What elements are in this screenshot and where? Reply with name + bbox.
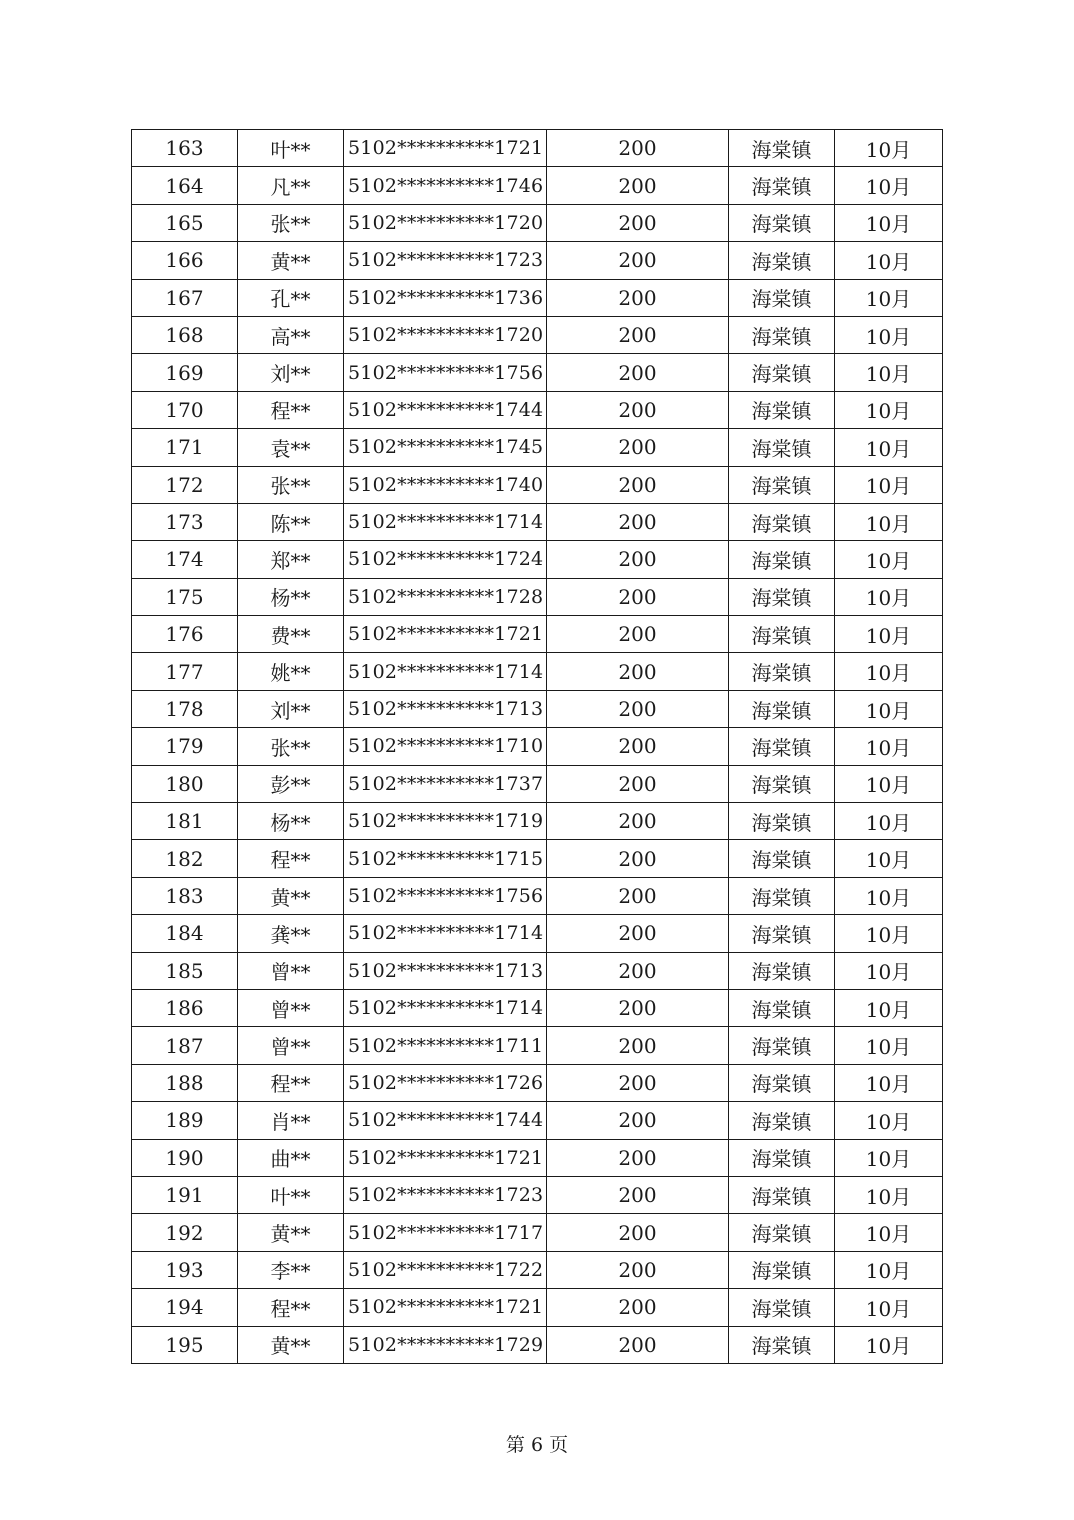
cell-serial-number: 181 bbox=[132, 803, 238, 840]
table-row bbox=[132, 765, 943, 802]
page-number: 第 6 页 bbox=[505, 1434, 569, 1456]
cell-id-number: 5102**********1721 bbox=[344, 130, 547, 167]
cell-town: 海棠镇 bbox=[729, 1214, 835, 1251]
table-row bbox=[132, 578, 943, 615]
cell-serial-number: 163 bbox=[132, 130, 238, 167]
cell-town: 海棠镇 bbox=[729, 466, 835, 503]
cell-town: 海棠镇 bbox=[729, 989, 835, 1026]
cell-name: 刘** bbox=[238, 354, 344, 391]
cell-month: 10月 bbox=[835, 915, 943, 952]
cell-town: 海棠镇 bbox=[729, 616, 835, 653]
cell-amount: 200 bbox=[547, 1176, 729, 1213]
cell-name: 曲** bbox=[238, 1139, 344, 1176]
cell-serial-number: 191 bbox=[132, 1176, 238, 1213]
cell-town: 海棠镇 bbox=[729, 279, 835, 316]
cell-amount: 200 bbox=[547, 391, 729, 428]
cell-name: 郑** bbox=[238, 541, 344, 578]
cell-month: 10月 bbox=[835, 242, 943, 279]
cell-id-number: 5102**********1717 bbox=[344, 1214, 547, 1251]
cell-town: 海棠镇 bbox=[729, 130, 835, 167]
cell-serial-number: 169 bbox=[132, 354, 238, 391]
table-row bbox=[132, 354, 943, 391]
cell-name: 曾** bbox=[238, 952, 344, 989]
cell-id-number: 5102**********1722 bbox=[344, 1251, 547, 1288]
cell-serial-number: 164 bbox=[132, 167, 238, 204]
table-row bbox=[132, 1139, 943, 1176]
table-row bbox=[132, 989, 943, 1026]
cell-serial-number: 165 bbox=[132, 204, 238, 241]
cell-name: 刘** bbox=[238, 690, 344, 727]
cell-town: 海棠镇 bbox=[729, 503, 835, 540]
cell-month: 10月 bbox=[835, 989, 943, 1026]
cell-name: 叶** bbox=[238, 130, 344, 167]
cell-amount: 200 bbox=[547, 653, 729, 690]
cell-month: 10月 bbox=[835, 653, 943, 690]
cell-id-number: 5102**********1745 bbox=[344, 429, 547, 466]
cell-month: 10月 bbox=[835, 616, 943, 653]
cell-month: 10月 bbox=[835, 1214, 943, 1251]
table-row bbox=[132, 242, 943, 279]
cell-month: 10月 bbox=[835, 765, 943, 802]
cell-amount: 200 bbox=[547, 204, 729, 241]
cell-id-number: 5102**********1756 bbox=[344, 354, 547, 391]
cell-amount: 200 bbox=[547, 242, 729, 279]
cell-month: 10月 bbox=[835, 578, 943, 615]
cell-name: 曾** bbox=[238, 989, 344, 1026]
cell-serial-number: 183 bbox=[132, 877, 238, 914]
cell-id-number: 5102**********1713 bbox=[344, 952, 547, 989]
cell-town: 海棠镇 bbox=[729, 354, 835, 391]
cell-town: 海棠镇 bbox=[729, 877, 835, 914]
cell-name: 李** bbox=[238, 1251, 344, 1288]
cell-id-number: 5102**********1715 bbox=[344, 840, 547, 877]
cell-serial-number: 175 bbox=[132, 578, 238, 615]
cell-serial-number: 184 bbox=[132, 915, 238, 952]
table-row bbox=[132, 204, 943, 241]
cell-month: 10月 bbox=[835, 1102, 943, 1139]
table-row bbox=[132, 1102, 943, 1139]
cell-name: 黄** bbox=[238, 1326, 344, 1363]
cell-id-number: 5102**********1729 bbox=[344, 1326, 547, 1363]
cell-serial-number: 176 bbox=[132, 616, 238, 653]
cell-serial-number: 182 bbox=[132, 840, 238, 877]
cell-amount: 200 bbox=[547, 616, 729, 653]
cell-id-number: 5102**********1756 bbox=[344, 877, 547, 914]
cell-town: 海棠镇 bbox=[729, 1064, 835, 1101]
table-row bbox=[132, 503, 943, 540]
cell-id-number: 5102**********1713 bbox=[344, 690, 547, 727]
cell-serial-number: 189 bbox=[132, 1102, 238, 1139]
cell-town: 海棠镇 bbox=[729, 1176, 835, 1213]
cell-id-number: 5102**********1746 bbox=[344, 167, 547, 204]
cell-name: 黄** bbox=[238, 877, 344, 914]
roster-table-body bbox=[132, 130, 943, 1364]
cell-amount: 200 bbox=[547, 803, 729, 840]
cell-month: 10月 bbox=[835, 690, 943, 727]
cell-amount: 200 bbox=[547, 877, 729, 914]
cell-amount: 200 bbox=[547, 989, 729, 1026]
cell-serial-number: 185 bbox=[132, 952, 238, 989]
table-row bbox=[132, 690, 943, 727]
cell-town: 海棠镇 bbox=[729, 803, 835, 840]
cell-amount: 200 bbox=[547, 1064, 729, 1101]
cell-town: 海棠镇 bbox=[729, 1027, 835, 1064]
cell-name: 姚** bbox=[238, 653, 344, 690]
cell-id-number: 5102**********1724 bbox=[344, 541, 547, 578]
cell-name: 孔** bbox=[238, 279, 344, 316]
table-row bbox=[132, 1214, 943, 1251]
cell-id-number: 5102**********1720 bbox=[344, 316, 547, 353]
cell-amount: 200 bbox=[547, 1139, 729, 1176]
cell-town: 海棠镇 bbox=[729, 1139, 835, 1176]
cell-town: 海棠镇 bbox=[729, 1289, 835, 1326]
cell-serial-number: 177 bbox=[132, 653, 238, 690]
roster-table bbox=[131, 129, 943, 1364]
cell-month: 10月 bbox=[835, 803, 943, 840]
cell-serial-number: 190 bbox=[132, 1139, 238, 1176]
table-row bbox=[132, 279, 943, 316]
table-row bbox=[132, 391, 943, 428]
cell-name: 张** bbox=[238, 204, 344, 241]
cell-serial-number: 172 bbox=[132, 466, 238, 503]
cell-name: 张** bbox=[238, 728, 344, 765]
cell-name: 彭** bbox=[238, 765, 344, 802]
cell-month: 10月 bbox=[835, 279, 943, 316]
cell-id-number: 5102**********1737 bbox=[344, 765, 547, 802]
cell-town: 海棠镇 bbox=[729, 840, 835, 877]
table-row bbox=[132, 1289, 943, 1326]
table-row bbox=[132, 1176, 943, 1213]
cell-name: 龚** bbox=[238, 915, 344, 952]
cell-name: 陈** bbox=[238, 503, 344, 540]
cell-amount: 200 bbox=[547, 690, 729, 727]
cell-town: 海棠镇 bbox=[729, 391, 835, 428]
cell-id-number: 5102**********1744 bbox=[344, 1102, 547, 1139]
table-row bbox=[132, 728, 943, 765]
cell-serial-number: 171 bbox=[132, 429, 238, 466]
cell-month: 10月 bbox=[835, 429, 943, 466]
cell-name: 袁** bbox=[238, 429, 344, 466]
cell-amount: 200 bbox=[547, 503, 729, 540]
cell-month: 10月 bbox=[835, 1027, 943, 1064]
cell-month: 10月 bbox=[835, 391, 943, 428]
cell-name: 凡** bbox=[238, 167, 344, 204]
cell-month: 10月 bbox=[835, 466, 943, 503]
cell-town: 海棠镇 bbox=[729, 242, 835, 279]
cell-id-number: 5102**********1721 bbox=[344, 1289, 547, 1326]
cell-amount: 200 bbox=[547, 1102, 729, 1139]
table-row bbox=[132, 130, 943, 167]
cell-name: 费** bbox=[238, 616, 344, 653]
cell-name: 叶** bbox=[238, 1176, 344, 1213]
cell-name: 黄** bbox=[238, 1214, 344, 1251]
cell-name: 杨** bbox=[238, 803, 344, 840]
cell-name: 黄** bbox=[238, 242, 344, 279]
cell-serial-number: 187 bbox=[132, 1027, 238, 1064]
cell-name: 高** bbox=[238, 316, 344, 353]
cell-serial-number: 195 bbox=[132, 1326, 238, 1363]
cell-id-number: 5102**********1711 bbox=[344, 1027, 547, 1064]
cell-id-number: 5102**********1726 bbox=[344, 1064, 547, 1101]
table-row bbox=[132, 653, 943, 690]
cell-month: 10月 bbox=[835, 728, 943, 765]
cell-id-number: 5102**********1740 bbox=[344, 466, 547, 503]
cell-id-number: 5102**********1723 bbox=[344, 1176, 547, 1213]
cell-town: 海棠镇 bbox=[729, 728, 835, 765]
cell-town: 海棠镇 bbox=[729, 316, 835, 353]
cell-id-number: 5102**********1720 bbox=[344, 204, 547, 241]
cell-town: 海棠镇 bbox=[729, 952, 835, 989]
cell-town: 海棠镇 bbox=[729, 167, 835, 204]
cell-amount: 200 bbox=[547, 840, 729, 877]
cell-amount: 200 bbox=[547, 578, 729, 615]
cell-name: 程** bbox=[238, 391, 344, 428]
cell-month: 10月 bbox=[835, 1176, 943, 1213]
cell-serial-number: 186 bbox=[132, 989, 238, 1026]
cell-id-number: 5102**********1728 bbox=[344, 578, 547, 615]
cell-amount: 200 bbox=[547, 316, 729, 353]
table-row bbox=[132, 915, 943, 952]
cell-amount: 200 bbox=[547, 952, 729, 989]
cell-serial-number: 193 bbox=[132, 1251, 238, 1288]
cell-town: 海棠镇 bbox=[729, 578, 835, 615]
cell-serial-number: 170 bbox=[132, 391, 238, 428]
cell-amount: 200 bbox=[547, 541, 729, 578]
cell-id-number: 5102**********1736 bbox=[344, 279, 547, 316]
table-row bbox=[132, 840, 943, 877]
cell-month: 10月 bbox=[835, 503, 943, 540]
cell-serial-number: 180 bbox=[132, 765, 238, 802]
table-row bbox=[132, 952, 943, 989]
cell-month: 10月 bbox=[835, 1064, 943, 1101]
cell-name: 程** bbox=[238, 1289, 344, 1326]
table-row bbox=[132, 877, 943, 914]
cell-serial-number: 188 bbox=[132, 1064, 238, 1101]
table-row bbox=[132, 167, 943, 204]
cell-name: 曾** bbox=[238, 1027, 344, 1064]
cell-month: 10月 bbox=[835, 204, 943, 241]
cell-amount: 200 bbox=[547, 765, 729, 802]
cell-serial-number: 194 bbox=[132, 1289, 238, 1326]
table-row bbox=[132, 1251, 943, 1288]
table-row bbox=[132, 803, 943, 840]
cell-town: 海棠镇 bbox=[729, 204, 835, 241]
cell-town: 海棠镇 bbox=[729, 765, 835, 802]
cell-serial-number: 166 bbox=[132, 242, 238, 279]
cell-month: 10月 bbox=[835, 1139, 943, 1176]
cell-town: 海棠镇 bbox=[729, 1251, 835, 1288]
cell-amount: 200 bbox=[547, 279, 729, 316]
table-row bbox=[132, 316, 943, 353]
table-row bbox=[132, 1326, 943, 1363]
cell-id-number: 5102**********1721 bbox=[344, 1139, 547, 1176]
cell-serial-number: 168 bbox=[132, 316, 238, 353]
cell-town: 海棠镇 bbox=[729, 915, 835, 952]
cell-id-number: 5102**********1721 bbox=[344, 616, 547, 653]
cell-month: 10月 bbox=[835, 1326, 943, 1363]
cell-month: 10月 bbox=[835, 952, 943, 989]
cell-amount: 200 bbox=[547, 429, 729, 466]
cell-month: 10月 bbox=[835, 354, 943, 391]
cell-town: 海棠镇 bbox=[729, 690, 835, 727]
cell-name: 张** bbox=[238, 466, 344, 503]
table-row bbox=[132, 541, 943, 578]
cell-serial-number: 173 bbox=[132, 503, 238, 540]
cell-amount: 200 bbox=[547, 130, 729, 167]
cell-serial-number: 192 bbox=[132, 1214, 238, 1251]
cell-name: 杨** bbox=[238, 578, 344, 615]
table-row bbox=[132, 1027, 943, 1064]
cell-month: 10月 bbox=[835, 130, 943, 167]
cell-id-number: 5102**********1719 bbox=[344, 803, 547, 840]
cell-name: 程** bbox=[238, 840, 344, 877]
cell-month: 10月 bbox=[835, 1289, 943, 1326]
cell-name: 肖** bbox=[238, 1102, 344, 1139]
cell-month: 10月 bbox=[835, 877, 943, 914]
cell-id-number: 5102**********1714 bbox=[344, 989, 547, 1026]
cell-serial-number: 179 bbox=[132, 728, 238, 765]
cell-amount: 200 bbox=[547, 915, 729, 952]
cell-name: 程** bbox=[238, 1064, 344, 1101]
cell-serial-number: 174 bbox=[132, 541, 238, 578]
cell-town: 海棠镇 bbox=[729, 541, 835, 578]
cell-amount: 200 bbox=[547, 1214, 729, 1251]
cell-town: 海棠镇 bbox=[729, 1102, 835, 1139]
table-row bbox=[132, 1064, 943, 1101]
cell-amount: 200 bbox=[547, 354, 729, 391]
cell-amount: 200 bbox=[547, 728, 729, 765]
cell-town: 海棠镇 bbox=[729, 653, 835, 690]
cell-amount: 200 bbox=[547, 167, 729, 204]
cell-id-number: 5102**********1710 bbox=[344, 728, 547, 765]
cell-month: 10月 bbox=[835, 840, 943, 877]
cell-amount: 200 bbox=[547, 466, 729, 503]
table-row bbox=[132, 466, 943, 503]
cell-serial-number: 167 bbox=[132, 279, 238, 316]
table-row bbox=[132, 616, 943, 653]
cell-month: 10月 bbox=[835, 316, 943, 353]
table-row bbox=[132, 429, 943, 466]
cell-amount: 200 bbox=[547, 1289, 729, 1326]
cell-amount: 200 bbox=[547, 1326, 729, 1363]
cell-amount: 200 bbox=[547, 1027, 729, 1064]
cell-id-number: 5102**********1723 bbox=[344, 242, 547, 279]
cell-id-number: 5102**********1744 bbox=[344, 391, 547, 428]
cell-amount: 200 bbox=[547, 1251, 729, 1288]
cell-month: 10月 bbox=[835, 167, 943, 204]
cell-town: 海棠镇 bbox=[729, 429, 835, 466]
cell-month: 10月 bbox=[835, 1251, 943, 1288]
cell-id-number: 5102**********1714 bbox=[344, 653, 547, 690]
cell-month: 10月 bbox=[835, 541, 943, 578]
cell-id-number: 5102**********1714 bbox=[344, 503, 547, 540]
cell-serial-number: 178 bbox=[132, 690, 238, 727]
cell-id-number: 5102**********1714 bbox=[344, 915, 547, 952]
cell-town: 海棠镇 bbox=[729, 1326, 835, 1363]
